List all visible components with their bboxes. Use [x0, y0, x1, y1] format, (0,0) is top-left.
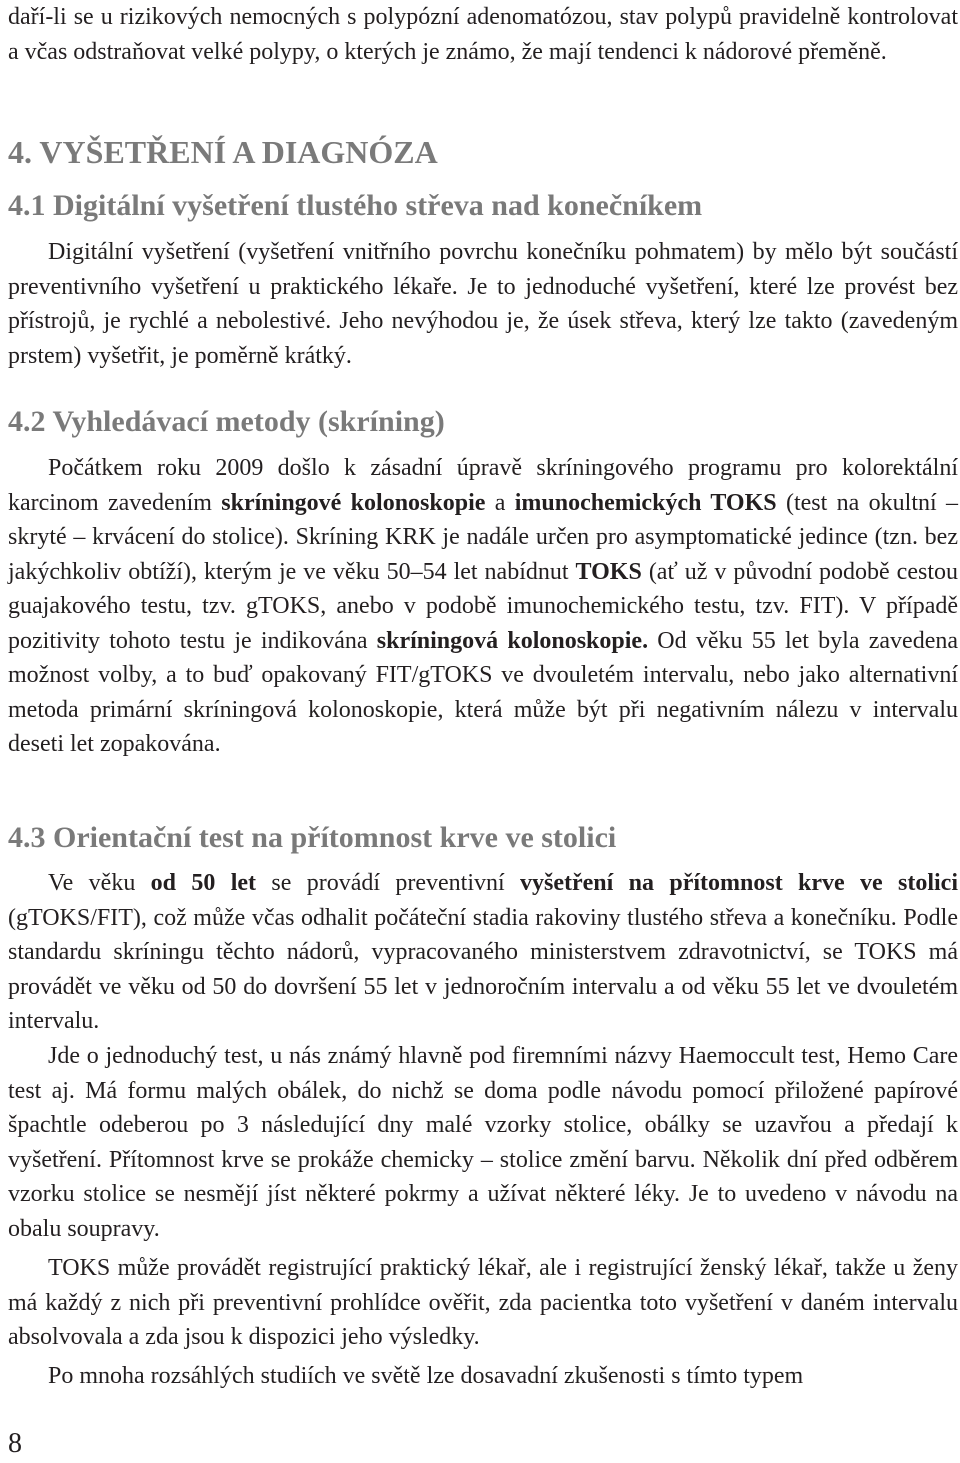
section-4-1-paragraph: Digitální vyšetření (vyšetření vnitřního povrchu konečníku pohmatem) by mělo být součástí preventivního vyšetření u praktického lékaře. Je to jednoduché vyšetření, které lze provést bez přístrojů, je rychlé a nebolestivé. Jeho nevýhodou je, že úsek střeva, který lze takto (zavedeným prstem) vyšetřit, je poměrně krátký.: [8, 239, 958, 369]
text-run: (ať už v původní podobě cestou guajakového testu, tzv. gTOKS, anebo v podobě imunochemického testu, tzv. FIT). V případě pozitivity tohoto testu je indikována: [8, 558, 958, 654]
page-number: 8: [8, 1428, 22, 1459]
bold-run: skríningová kolonoskopie.: [376, 627, 649, 654]
section-4-2-paragraph: [8, 451, 958, 762]
section-4-3-paragraph-1: [8, 866, 958, 1039]
bold-run: imunochemických TOKS: [514, 489, 777, 516]
bold-run: vyšetření na přítomnost krve ve stolici: [520, 870, 959, 896]
section-4-3-title: 4.3 Orientační test na přítomnost krve ve stolici: [8, 821, 617, 854]
section-4-3-paragraph-3: TOKS může provádět registrující praktický lékař, ale i registrující ženský lékař, takže u ženy má každý z nich při preventivní prohlídce ověřit, zda pacientka toto vyšetření v daném intervalu absolvovala a zda jsou k dispozici jeho výsledky.: [8, 1255, 958, 1350]
text-run: a: [485, 489, 515, 516]
text-run: Počátkem roku 2009 došlo k zásadní úpravě skríningového programu pro kolorektální karcinom zavedením: [8, 455, 958, 516]
text-run: se provádí preventivní: [256, 870, 521, 896]
text-run: (test na okultní – skryté – krvácení do stolice). Skríning KRK je nadále určen pro asymptomatické jedince (tzn. bez jakýchkoliv obtíží), kterým je ve věku 50–54 let nabídnut: [8, 489, 959, 585]
section-4-3-paragraph-4: Po mnoha rozsáhlých studiích ve světě lze dosavadní zkušenosti s tímto typem: [48, 1363, 804, 1389]
text-run: Od věku 55 let byla zavedena možnost volby, a to buď opakovaný FIT/gTOKS ve dvouletém intervalu, nebo jako alternativní metoda primární skríningová kolonoskopie, která může být při negativním nálezu v intervalu deseti let zopakována.: [8, 627, 958, 757]
section-4-3-paragraph-2: Jde o jednoduchý test, u nás známý hlavně pod firemními názvy Haemoccult test, Hemo Care test aj. Má formu malých obálek, do nichž se doma podle návodu pomocí přiložené papírové špachtle odeberou po 3 následující dny malé vzorky stolice, obálky se uzavřou a předají k vyšetření. Přítomnost krve se prokáže chemicky – stolice změní barvu. Několik dní před odběrem vzorku stolice se nesmějí jíst některé pokrmy a užívat některé léky. Je to uvedeno v návodu na obalu soupravy.: [8, 1043, 958, 1242]
intro-paragraph: daří-li se u rizikových nemocných s polypózní adenomatózou, stav polypů pravidelně kontrolovat a včas odstraňovat velké polypy, o kterých je známo, že mají tendenci k nádorové přeměně.: [8, 4, 958, 65]
chapter-title: 4. VYŠETŘENÍ A DIAGNÓZA: [8, 134, 438, 170]
bold-run: od 50 let: [150, 870, 257, 896]
section-4-2-title: 4.2 Vyhledávací metody (skríning): [8, 405, 445, 438]
text-run: (gTOKS/FIT), což může včas odhalit počáteční stadia rakoviny tlustého střeva a konečníku. Podle standardu skríningu těchto nádorů, vypracovaného ministerstvem zdravotnictví, se TOKS má provádět ve věku od 50 do dovršení 55 let v jednoročním intervalu a od věku 55 let ve dvouletém intervalu.: [8, 904, 958, 1034]
bold-run: skríningové kolonoskopie: [221, 489, 486, 516]
bold-run: TOKS: [575, 558, 642, 585]
section-4-1-title: 4.1 Digitální vyšetření tlustého střeva nad konečníkem: [8, 189, 703, 222]
text-run: Ve věku: [48, 870, 151, 896]
